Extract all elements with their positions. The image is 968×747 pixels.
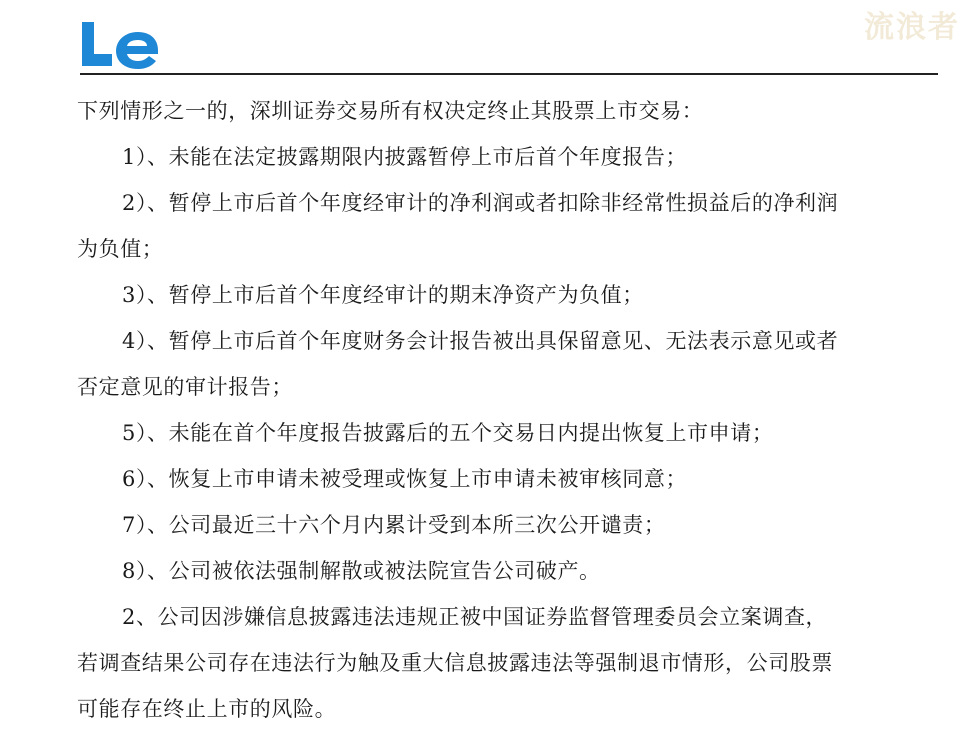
watermark-text: 流浪者 [864, 10, 960, 45]
list-item-continuation: 否定意见的审计报告； [77, 375, 293, 399]
list-item: 4）、暂停上市后首个年度财务会计报告被出具保留意见、无法表示意见或者 [122, 329, 839, 353]
document-body [77, 88, 917, 732]
le-logo [80, 14, 162, 72]
list-item: 5）、未能在首个年度报告披露后的五个交易日内提出恢复上市申请； [122, 421, 774, 445]
header-divider [80, 73, 938, 75]
list-item: 8）、公司被依法强制解散或被法院宣告公司破产。 [122, 559, 601, 583]
list-item-continuation: 为负值； [77, 237, 164, 261]
section-2-continuation: 可能存在终止上市的风险。 [77, 697, 337, 721]
list-item: 2）、暂停上市后首个年度经审计的净利润或者扣除非经常性损益后的净利润 [122, 191, 839, 215]
list-item: 1）、未能在法定披露期限内披露暂停上市后首个年度报告； [122, 145, 688, 169]
section-2-continuation: 若调查结果公司存在违法行为触及重大信息披露违法等强制退市情形，公司股票 [77, 651, 833, 675]
section-2-paragraph: 2、公司因涉嫌信息披露违法违规正被中国证券监督管理委员会立案调查， [122, 605, 828, 629]
intro-paragraph: 下列情形之一的，深圳证券交易所有权决定终止其股票上市交易： [77, 99, 704, 123]
list-item: 3）、暂停上市后首个年度经审计的期末净资产为负值； [122, 283, 644, 307]
list-item: 6）、恢复上市申请未被受理或恢复上市申请未被审核同意； [122, 467, 688, 491]
list-item: 7）、公司最近三十六个月内累计受到本所三次公开谴责； [122, 513, 666, 537]
